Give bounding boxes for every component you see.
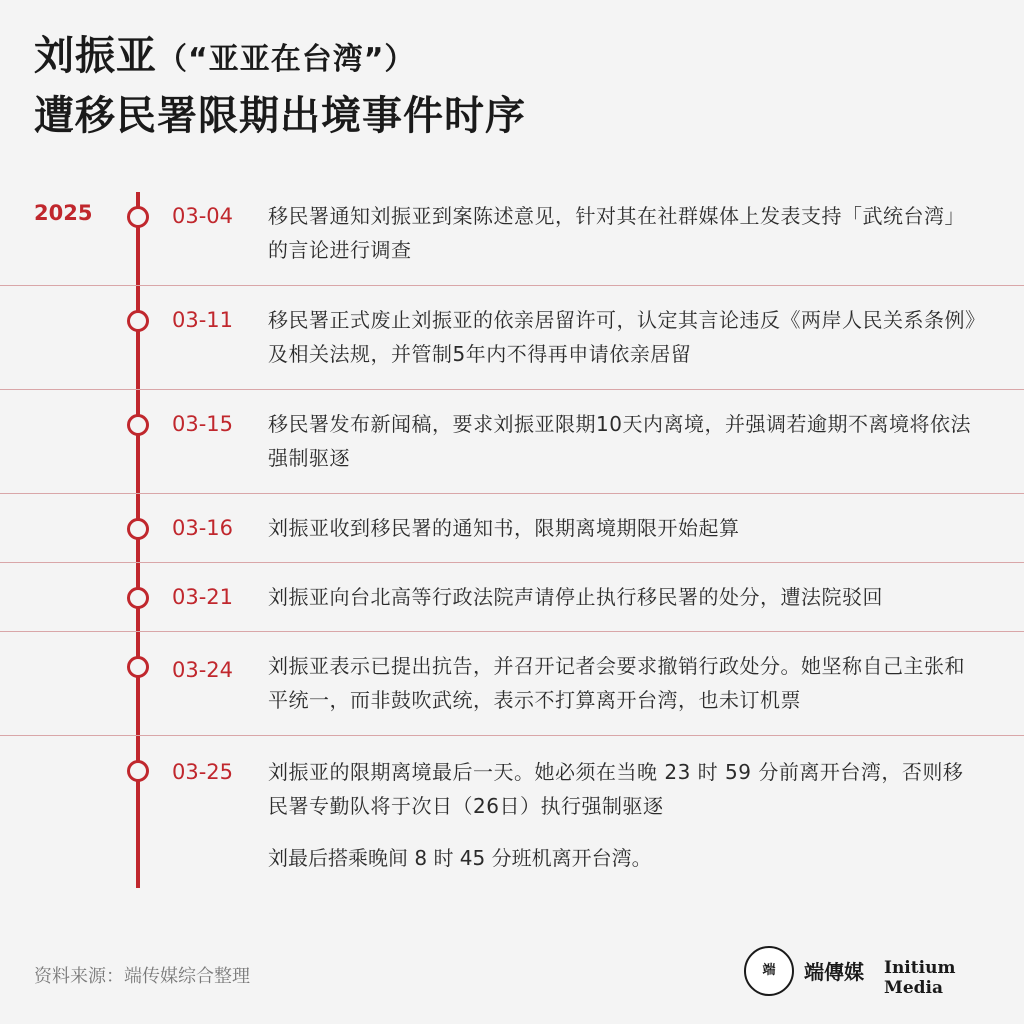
event-date: 03-16 <box>172 516 234 540</box>
event-description: 移民署正式废止刘振亚的依亲居留许可，认定其言论违反《两岸人民关系条例》及相关法规，并管制5年内不得再申请依亲居留 <box>268 308 976 366</box>
event-description: 刘振亚的限期离境最后一天。她必须在当晚 23 时 59 分前离开台湾，否则移民署专勤队将于次日（26日）执行强制驱逐 <box>268 760 964 818</box>
timeline-dot <box>127 656 149 678</box>
event-date: 03-04 <box>172 204 234 228</box>
timeline-year: 2025 <box>34 201 93 225</box>
title-line-2: 遭移民署限期出境事件时序 <box>34 93 526 139</box>
page-title <box>34 28 526 144</box>
timeline-dot <box>127 760 149 782</box>
event-description: 移民署通知刘振亚到案陈述意见，针对其在社群媒体上发表支持「武统台湾」的言论进行调查 <box>268 204 965 262</box>
event-divider <box>0 735 1024 736</box>
event-description: 刘振亚向台北高等行政法院声请停止执行移民署的处分，遭法院驳回 <box>268 585 883 609</box>
event-description: 刘振亚收到移民署的通知书，限期离境期限开始起算 <box>268 516 740 540</box>
event-date: 03-15 <box>172 412 234 436</box>
event-description: 刘振亚表示已提出抗告，并召开记者会要求撤销行政处分。她坚称自己主张和平统一，而非鼓吹武统，表示不打算离开台湾，也未订机票 <box>268 654 965 712</box>
timeline-dot <box>127 518 149 540</box>
event-date: 03-11 <box>172 308 234 332</box>
brand-logo <box>744 946 1004 998</box>
logo-name-en: Initium Media <box>884 958 956 998</box>
title-name: 刘振亚 <box>34 33 157 79</box>
event-date: 03-25 <box>172 760 234 784</box>
title-alias: （“亚亚在台湾”） <box>157 42 416 77</box>
event-divider <box>0 493 1024 494</box>
event-date: 03-21 <box>172 585 234 609</box>
event-divider <box>0 562 1024 563</box>
source-credit: 资料来源：端传媒综合整理 <box>34 966 250 987</box>
event-date: 03-24 <box>172 658 234 682</box>
event-divider <box>0 631 1024 632</box>
event-divider <box>0 389 1024 390</box>
timeline-dot <box>127 587 149 609</box>
event-description: 移民署发布新闻稿，要求刘振亚限期10天内离境，并强调若逾期不离境将依法强制驱逐 <box>268 412 971 470</box>
timeline-axis <box>136 192 140 888</box>
timeline-dot <box>127 414 149 436</box>
event-note: 刘最后搭乘晚间 8 时 45 分班机离开台湾。 <box>268 846 652 870</box>
logo-name-cn: 端傳媒 <box>804 960 864 984</box>
timeline-dot <box>127 310 149 332</box>
title-line-1 <box>34 28 526 88</box>
logo-mark-icon: 端 <box>744 946 794 996</box>
timeline-dot <box>127 206 149 228</box>
event-divider <box>0 285 1024 286</box>
